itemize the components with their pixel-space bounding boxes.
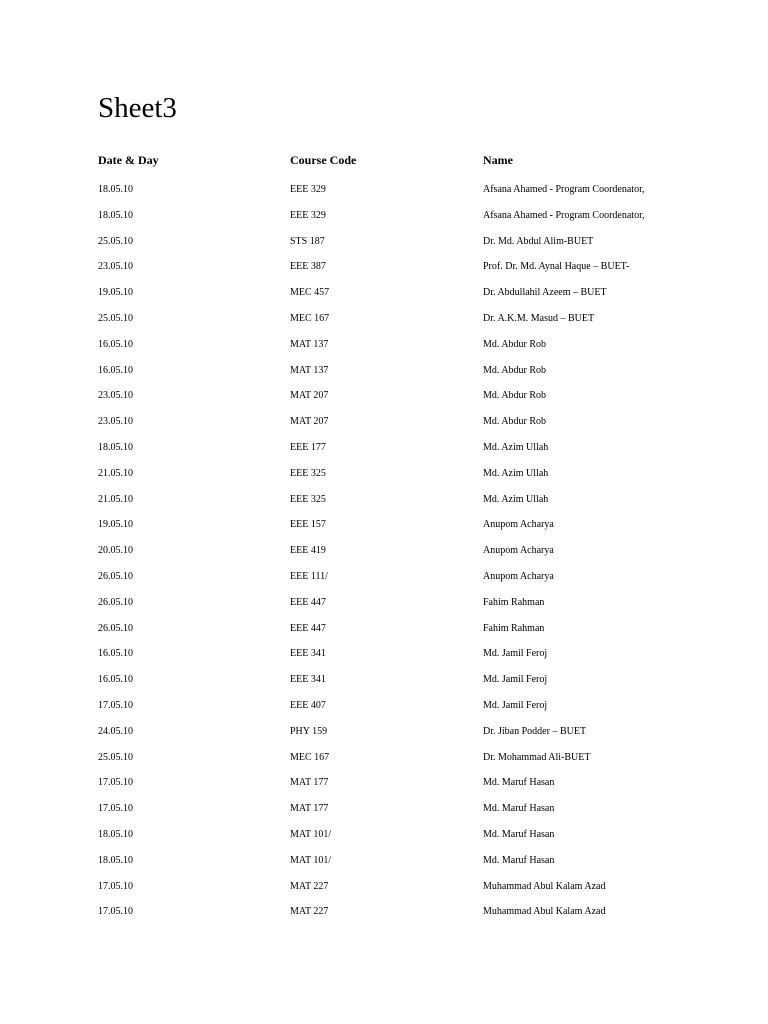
table-row — [98, 594, 698, 620]
cell-course-code: EEE 341 — [290, 648, 326, 660]
cell-date: 26.05.10 — [98, 570, 133, 582]
cell-course-code: EEE 329 — [290, 184, 326, 195]
cell-date: 23.05.10 — [98, 416, 133, 428]
table-row — [98, 258, 698, 284]
cell-date: 16.05.10 — [98, 338, 133, 350]
cell-name: Dr. Md. Abdul Alim-BUET — [483, 235, 594, 247]
cell-name: Md. Jamil Feroj — [483, 699, 548, 711]
table-row — [98, 542, 698, 568]
cell-course-code: EEE 407 — [290, 699, 326, 711]
cell-name: Md. Jamil Feroj — [483, 648, 548, 660]
cell-name: Anupom Acharya — [483, 570, 554, 582]
cell-date: 17.05.10 — [98, 699, 133, 711]
cell-name: Md. Abdur Rob — [483, 338, 547, 350]
cell-name: Md. Maruf Hasan — [483, 803, 555, 815]
cell-date: 16.05.10 — [98, 364, 133, 376]
table-row — [98, 749, 698, 775]
table-row — [98, 207, 698, 233]
cell-date: 18.05.10 — [98, 441, 133, 453]
cell-date: 16.05.10 — [98, 648, 133, 660]
cell-date: 17.05.10 — [98, 906, 133, 918]
table-row — [98, 620, 698, 646]
table-row — [98, 233, 698, 259]
cell-date: 23.05.10 — [98, 390, 133, 402]
table-row — [98, 362, 698, 388]
cell-date: 17.05.10 — [98, 803, 133, 815]
cell-date: 18.05.10 — [98, 209, 133, 221]
cell-date: 19.05.10 — [98, 519, 133, 531]
cell-name: Md. Azim Ullah — [483, 493, 549, 505]
cell-name: Md. Azim Ullah — [483, 467, 549, 479]
cell-date: 24.05.10 — [98, 725, 133, 737]
table-row — [98, 439, 698, 465]
cell-date: 18.05.10 — [98, 828, 133, 840]
cell-course-code: MAT 207 — [290, 390, 329, 402]
table-row — [98, 568, 698, 594]
cell-course-code: EEE 419 — [290, 545, 326, 557]
cell-name: Fahim Rahman — [483, 596, 545, 608]
cell-date: 25.05.10 — [98, 312, 133, 324]
cell-course-code: MAT 227 — [290, 906, 329, 918]
table-row — [98, 491, 698, 517]
table-row — [98, 284, 698, 310]
cell-date: 16.05.10 — [98, 674, 133, 686]
cell-course-code: MEC 167 — [290, 751, 330, 763]
cell-course-code: MAT 177 — [290, 777, 329, 789]
cell-name: Dr. Abdullahil Azeem – BUET — [483, 287, 607, 299]
cell-course-code: MAT 227 — [290, 880, 329, 892]
cell-date: 23.05.10 — [98, 261, 133, 273]
table-row — [98, 878, 698, 904]
cell-name: Dr. Jiban Podder – BUET — [483, 725, 587, 737]
cell-name: Muhammad Abul Kalam Azad — [483, 906, 606, 918]
cell-date: 19.05.10 — [98, 287, 133, 299]
cell-name: Anupom Acharya — [483, 519, 554, 531]
cell-course-code: EEE 329 — [290, 209, 326, 221]
table-row — [98, 800, 698, 826]
cell-course-code: PHY 159 — [290, 725, 328, 737]
table-row — [98, 723, 698, 749]
cell-course-code: MEC 167 — [290, 312, 330, 324]
table-row — [98, 336, 698, 362]
cell-date: 17.05.10 — [98, 777, 133, 789]
cell-date: 18.05.10 — [98, 854, 133, 866]
cell-course-code: MAT 177 — [290, 803, 329, 815]
cell-name: Afsana Ahamed - Program Coordenator, — [483, 184, 645, 195]
table-row — [98, 387, 698, 413]
cell-course-code: MAT 137 — [290, 364, 329, 376]
sheet-title: Sheet3 — [98, 92, 177, 124]
cell-course-code: EEE 447 — [290, 596, 326, 608]
cell-name: Md. Abdur Rob — [483, 390, 547, 402]
cell-date: 21.05.10 — [98, 467, 133, 479]
cell-name: Md. Abdur Rob — [483, 416, 547, 428]
cell-name: Fahim Rahman — [483, 622, 545, 634]
header-date-day: Date & Day — [98, 153, 159, 167]
cell-name: Md. Maruf Hasan — [483, 828, 555, 840]
cell-course-code: EEE 325 — [290, 493, 326, 505]
table-row — [98, 645, 698, 671]
cell-course-code: EEE 341 — [290, 674, 326, 686]
cell-date: 25.05.10 — [98, 235, 133, 247]
cell-date: 20.05.10 — [98, 545, 133, 557]
cell-date: 26.05.10 — [98, 622, 133, 634]
header-name: Name — [483, 153, 513, 167]
table-row — [98, 826, 698, 852]
cell-course-code: MAT 101/ — [290, 854, 332, 866]
cell-course-code: MAT 101/ — [290, 828, 332, 840]
table-header-row — [98, 150, 698, 174]
table-row — [98, 310, 698, 336]
cell-name: Dr. Mohammad Ali-BUET — [483, 751, 591, 763]
table-row — [98, 413, 698, 439]
cell-course-code: EEE 177 — [290, 441, 326, 453]
cell-course-code: EEE 157 — [290, 519, 326, 531]
cell-date: 18.05.10 — [98, 184, 133, 195]
cell-name: Prof. Dr. Md. Aynal Haque – BUET- — [483, 261, 630, 273]
cell-course-code: EEE 387 — [290, 261, 326, 273]
schedule-table — [98, 150, 698, 929]
cell-name: Md. Jamil Feroj — [483, 674, 548, 686]
cell-name: Md. Azim Ullah — [483, 441, 549, 453]
cell-name: Md. Maruf Hasan — [483, 854, 555, 866]
cell-course-code: EEE 325 — [290, 467, 326, 479]
cell-name: Md. Maruf Hasan — [483, 777, 555, 789]
table-row — [98, 697, 698, 723]
table-row — [98, 903, 698, 929]
cell-course-code: STS 187 — [290, 235, 325, 247]
cell-date: 25.05.10 — [98, 751, 133, 763]
cell-date: 21.05.10 — [98, 493, 133, 505]
table-body — [98, 181, 698, 929]
cell-name: Anupom Acharya — [483, 545, 554, 557]
cell-name: Muhammad Abul Kalam Azad — [483, 880, 606, 892]
cell-course-code: MEC 457 — [290, 287, 330, 299]
table-row — [98, 516, 698, 542]
cell-name: Md. Abdur Rob — [483, 364, 547, 376]
cell-date: 17.05.10 — [98, 880, 133, 892]
table-row — [98, 774, 698, 800]
header-course-code: Course Code — [290, 153, 357, 167]
cell-name: Afsana Ahamed - Program Coordenator, — [483, 209, 645, 221]
cell-course-code: EEE 111/ — [290, 570, 328, 582]
table-row — [98, 671, 698, 697]
table-row — [98, 465, 698, 491]
cell-course-code: MAT 207 — [290, 416, 329, 428]
cell-course-code: EEE 447 — [290, 622, 326, 634]
cell-course-code: MAT 137 — [290, 338, 329, 350]
table-row — [98, 181, 698, 207]
table-row — [98, 852, 698, 878]
cell-name: Dr. A.K.M. Masud – BUET — [483, 312, 595, 324]
cell-date: 26.05.10 — [98, 596, 133, 608]
